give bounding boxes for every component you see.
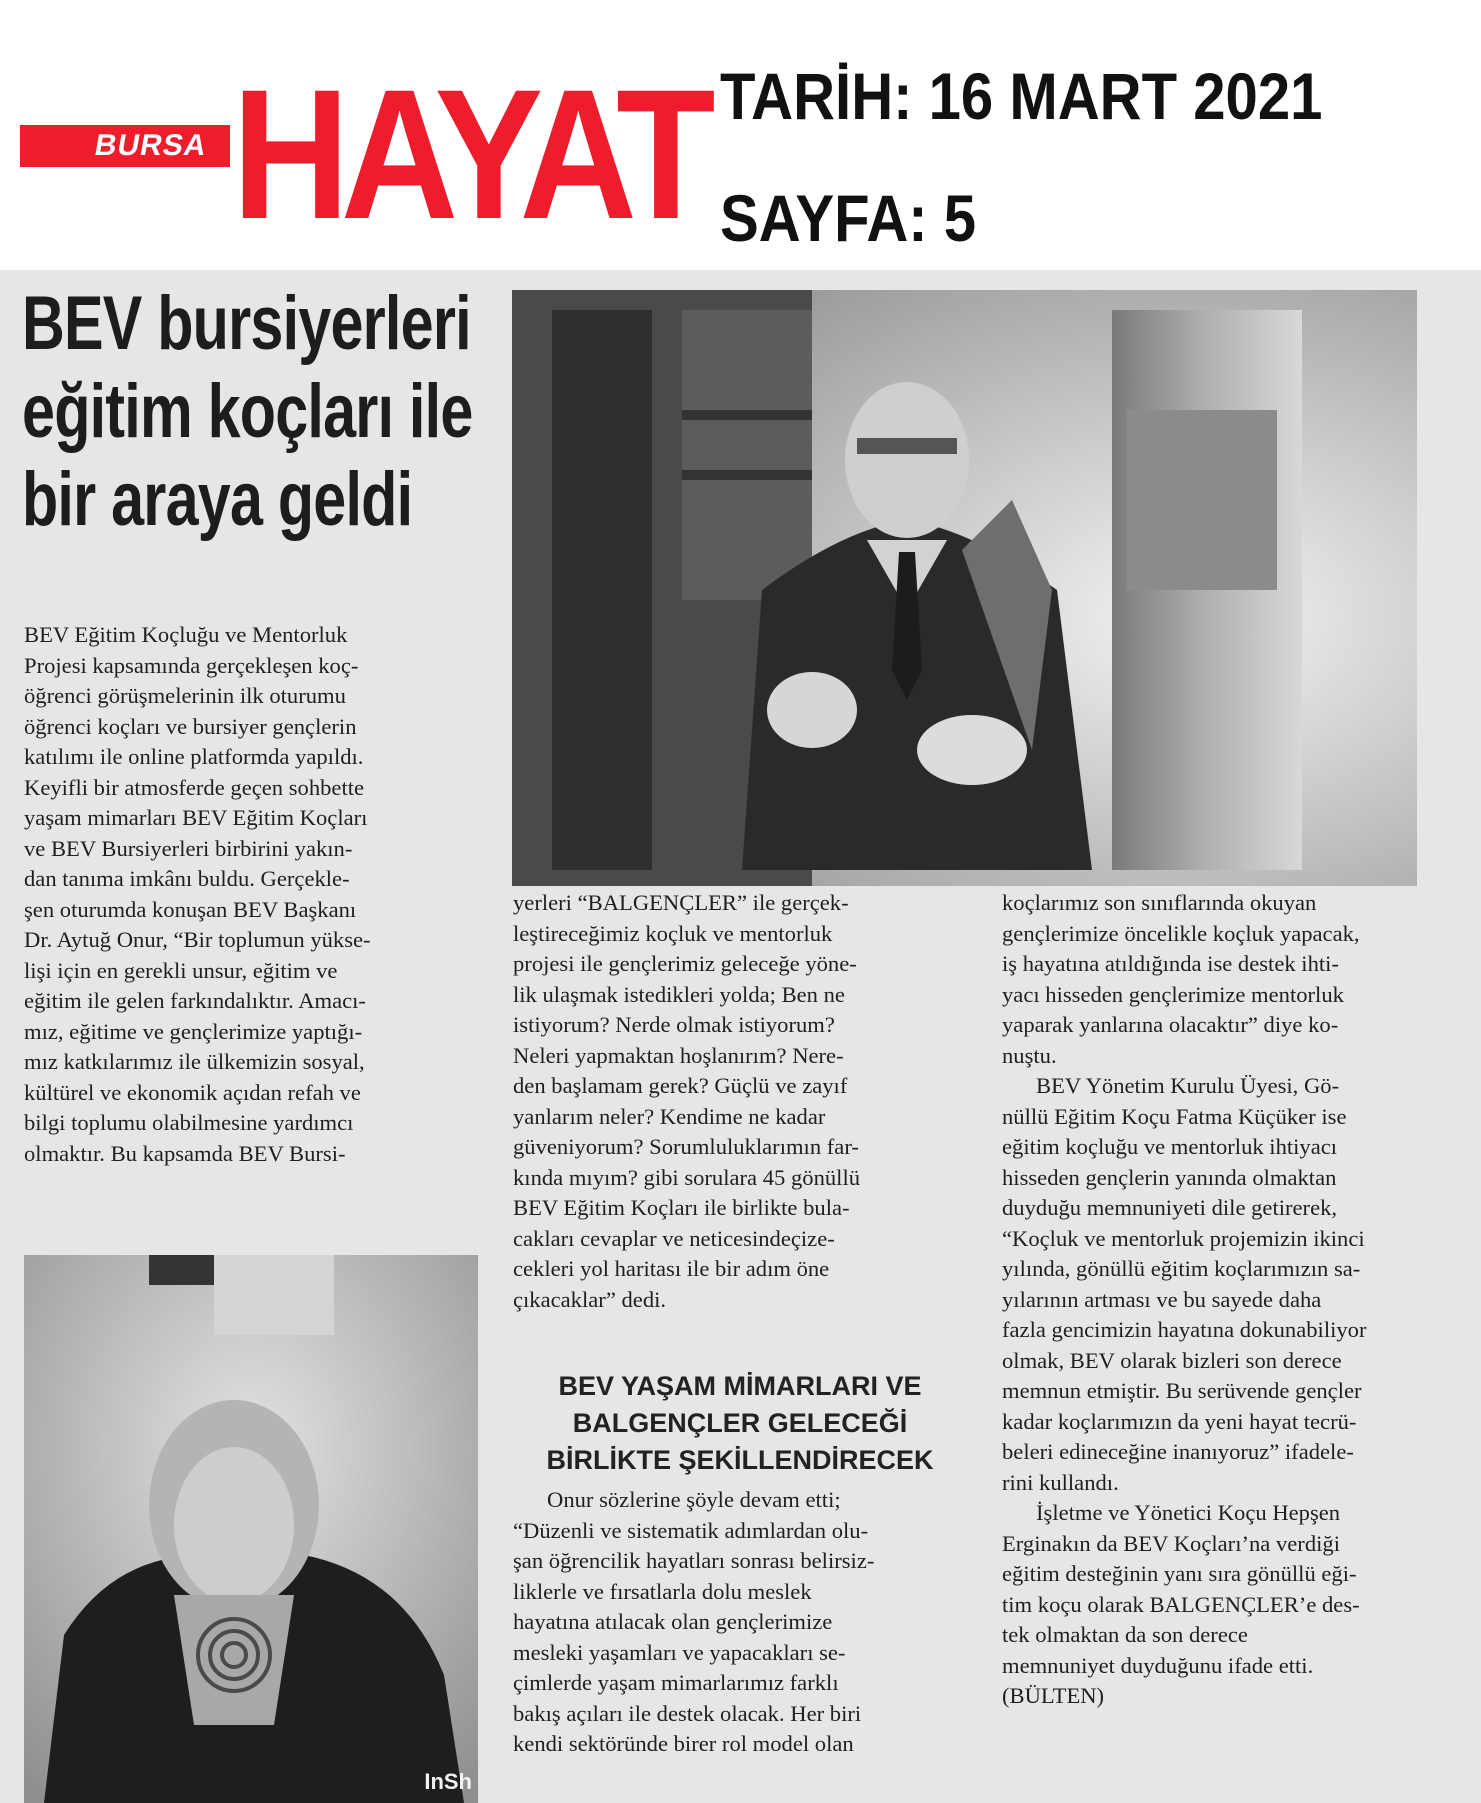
text-line: (BÜLTEN) [1002, 1683, 1105, 1708]
text-line: duyduğu memnuniyeti dile getirerek, [1002, 1195, 1338, 1220]
headline-line: BEV bursiyerleri [22, 281, 471, 366]
text-line: memnuniyet duyduğunu ifade etti. [1002, 1652, 1314, 1678]
text-line: cekleri yol haritası ile bir adım öne [513, 1256, 830, 1281]
text-line: memnun etmiştir. Bu serüvende gençler [1002, 1378, 1362, 1403]
text-line: çimlerde yaşam mimarlarımız farklı [513, 1670, 839, 1695]
text-line: liklerle ve fırsatlarla dolu meslek [513, 1578, 812, 1604]
text-line: eğitim desteğinin yanı sıra gönüllü eği- [1002, 1561, 1357, 1586]
newspaper-clipping [0, 270, 1481, 1803]
text-line: tek olmaktan da son derece [1002, 1622, 1248, 1647]
article-headline [22, 280, 473, 544]
text-line: projesi ile gençlerimiz geleceğe yöne- [513, 951, 857, 976]
text-line: yaparak yanlarına olacaktır” diye ko- [1002, 1012, 1339, 1037]
article-column-2 [513, 888, 983, 1315]
text-line: çıkacaklar” dedi. [513, 1286, 667, 1312]
publication-date: TARİH: 16 MART 2021 [720, 59, 1323, 133]
text-line: BEV Eğitim Koçları ile birlikte bula- [513, 1195, 850, 1220]
text-line: fazla gencimizin hayatına dokunabiliyor [1002, 1317, 1367, 1342]
text-line: bakış açıları ile destek olacak. Her biri [513, 1700, 862, 1726]
text-line: koçlarımız son sınıflarında okuyan [1002, 890, 1317, 915]
text-line: lişi için en gerekli unsur, eğitim ve [24, 957, 338, 983]
text-line: katılımı ile online platformda yapıldı. [24, 744, 364, 769]
text-line: rini kullandı. [1002, 1469, 1119, 1495]
text-line: Onur sözlerine şöyle devam etti; [547, 1487, 841, 1512]
text-line: kültürel ve ekonomik açıdan refah ve [24, 1079, 361, 1105]
text-line: istiyorum? Nerde olmak istiyorum? [513, 1012, 835, 1037]
text-line: nuştu. [1002, 1042, 1057, 1068]
text-line: mız, eğitime ve gençlerimize yaptığı- [24, 1018, 363, 1044]
text-line: lik ulaşmak istedikleri yolda; Ben ne [513, 981, 845, 1007]
text-line: olmaktır. Bu kapsamda BEV Bursi- [24, 1140, 346, 1166]
article-column-1 [24, 620, 504, 1169]
text-line: öğrenci koçları ve bursiyer gençlerin [24, 713, 357, 739]
text-line: den başlamam gerek? Güçlü ve zayıf [513, 1073, 848, 1098]
text-line: “Düzenli ve sistematik adımlardan olu- [513, 1517, 869, 1543]
text-line: tim koçu olarak BALGENÇLER’e des- [1002, 1591, 1360, 1617]
text-line: şen oturumda konuşan BEV Başkanı [24, 896, 357, 922]
text-line: yılarının artması ve bu sayede daha [1002, 1286, 1322, 1312]
text-line: BEV Eğitim Koçluğu ve Mentorluk [24, 622, 348, 647]
text-line: nüllü Eğitim Koçu Fatma Küçüker ise [1002, 1103, 1347, 1129]
watermark-text: InSh [424, 1769, 472, 1794]
subheading-line: BEV YAŞAM MİMARLARI VE [558, 1371, 922, 1401]
text-line: Projesi kapsamında gerçekleşen koç- [24, 652, 359, 678]
article-column-2-continued [513, 1485, 983, 1760]
logo-bursa-text: BURSA [92, 129, 210, 162]
photo-speaker-woman [24, 1255, 478, 1803]
text-line: Keyifli bir atmosferde geçen sohbette [24, 774, 365, 800]
text-line: Erginakın da BEV Koçları’na verdiği [1002, 1530, 1340, 1556]
text-line: kında mıyım? gibi sorulara 45 gönüllü [513, 1164, 861, 1190]
text-line: leştireceğimiz koçluk ve mentorluk [513, 920, 833, 946]
text-line: yanlarım neler? Kendime ne kadar [513, 1103, 826, 1129]
text-line: kendi sektöründe birer rol model olan [513, 1731, 854, 1756]
text-line: BEV Yönetim Kurulu Üyesi, Gö- [1036, 1073, 1340, 1098]
text-line: dan tanıma imkânı buldu. Gerçekle- [24, 866, 350, 891]
subheading-line: BİRLİKTE ŞEKİLLENDİRECEK [546, 1445, 934, 1475]
text-line: yılında, gönüllü eğitim koçlarımızın sa- [1002, 1256, 1361, 1281]
text-line: güveniyorum? Sorumluluklarımın far- [513, 1134, 859, 1159]
text-line: yacı hisseden gençlerimize mentorluk [1002, 981, 1344, 1007]
photo-speaker-man [512, 290, 1417, 886]
text-line: cakları cevaplar ve neticesindeçize- [513, 1225, 835, 1251]
text-line: mız katkılarımız ile ülkemizin sosyal, [24, 1049, 365, 1074]
text-line: Dr. Aytuğ Onur, “Bir toplumun yükse- [24, 927, 371, 952]
headline-line: eğitim koçları ile [22, 369, 473, 454]
clipping-header [0, 0, 1481, 270]
text-line: beleri edineceğine inanıyoruz” ifadele- [1002, 1439, 1354, 1464]
text-line: şan öğrencilik hayatları sonrası belirsiz- [513, 1548, 875, 1573]
logo-hayat-text: HAYAT [232, 52, 707, 258]
headline-line: bir araya geldi [22, 457, 413, 542]
text-line: kadar koçlarımızın da yeni hayat tecrü- [1002, 1408, 1357, 1434]
text-line: iş hayatına atıldığında ise destek ihti- [1002, 951, 1339, 976]
subheading-line: BALGENÇLER GELECEĞİ [572, 1408, 908, 1438]
article-subheading [510, 1368, 970, 1479]
text-line: hisseden gençlerin yanında olmaktan [1002, 1164, 1337, 1190]
text-line: olmak, BEV olarak bizleri son derece [1002, 1347, 1342, 1373]
text-line: bilgi toplumu olabilmesine yardımcı [24, 1110, 354, 1135]
text-line: gençlerimize öncelikle koçluk yapacak, [1002, 920, 1360, 946]
publication-page: SAYFA: 5 [720, 181, 977, 255]
text-line: yaşam mimarları BEV Eğitim Koçları [24, 805, 368, 830]
text-line: İşletme ve Yönetici Koçu Hepşen [1036, 1500, 1341, 1525]
text-line: eğitim ile gelen farkındalıktır. Amacı- [24, 988, 366, 1013]
article-column-3 [1002, 888, 1472, 1712]
text-line: ve BEV Bursiyerleri birbirini yakın- [24, 835, 353, 861]
text-line: mesleki yaşamları ve yapacakları se- [513, 1639, 846, 1665]
text-line: eğitim koçluğu ve mentorluk ihtiyacı [1002, 1134, 1338, 1159]
text-line: yerleri “BALGENÇLER” ile gerçek- [513, 890, 849, 915]
text-line: hayatına atılacak olan gençlerimize [513, 1609, 833, 1634]
text-line: “Koçluk ve mentorluk projemizin ikinci [1002, 1225, 1365, 1251]
text-line: öğrenci görüşmelerinin ilk oturumu [24, 683, 346, 708]
text-line: Neleri yapmaktan hoşlanırım? Nere- [513, 1042, 844, 1068]
